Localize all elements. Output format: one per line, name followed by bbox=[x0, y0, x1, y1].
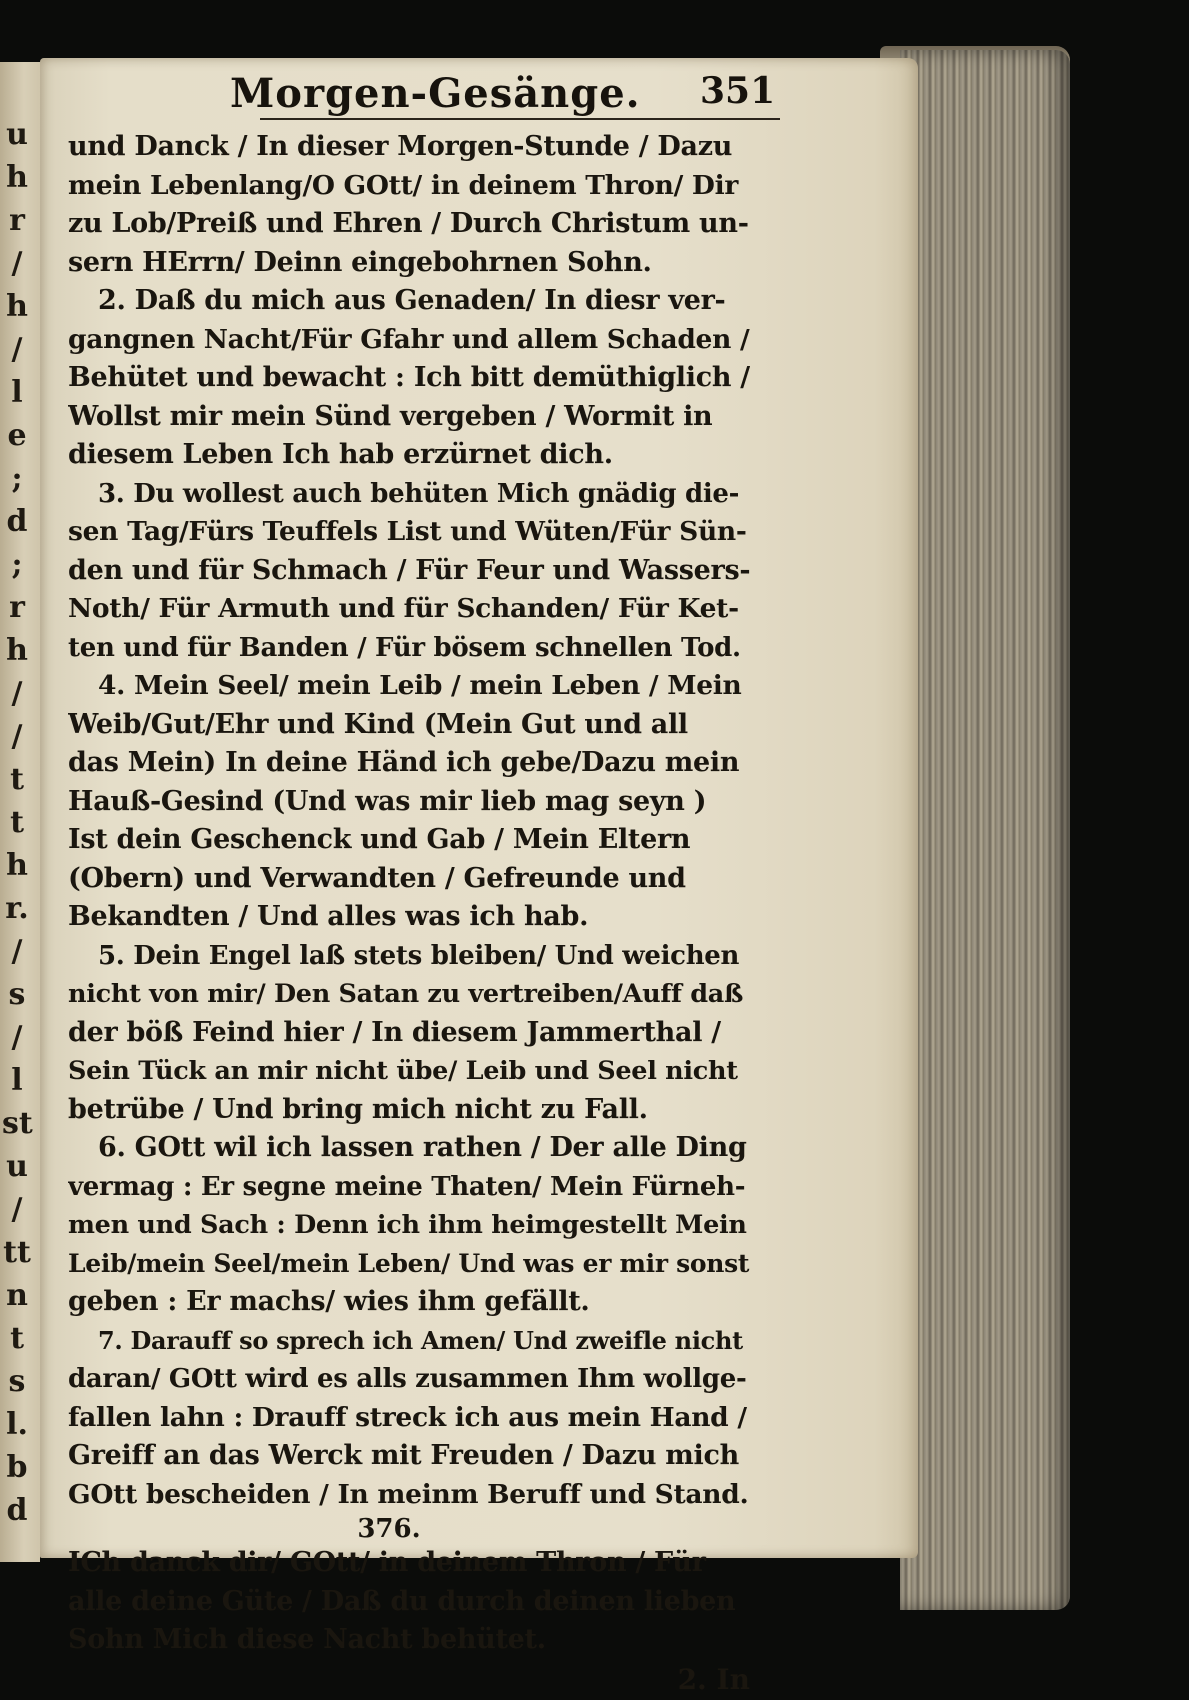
text-line: Bekandten / Und alles was ich hab. bbox=[68, 901, 589, 932]
facing-page-fragment: h bbox=[6, 848, 28, 883]
page-number: 351 bbox=[700, 70, 776, 112]
text-line: 5. Dein Engel laß stets bleiben/ Und weichen bbox=[98, 940, 740, 971]
facing-page-fragment: tt bbox=[3, 1235, 31, 1270]
facing-page-fragment: / bbox=[11, 246, 23, 281]
text-line: und Danck / In dieser Morgen-Stunde / Dazu bbox=[68, 131, 733, 162]
text-line: 3. Du wollest auch behüten Mich gnädig die- bbox=[98, 478, 740, 509]
facing-page-fragment: u bbox=[6, 117, 28, 152]
text-line: zu Lob/Preiß und Ehren / Durch Christum un- bbox=[68, 208, 749, 239]
text-line: sen Tag/Fürs Teuffels List und Wüten/Für Sün- bbox=[68, 516, 747, 547]
text-line: vermag : Er segne meine Thaten/ Mein Fürneh- bbox=[68, 1171, 746, 1202]
verse-6 bbox=[68, 1129, 750, 1322]
text-line: GOtt bescheiden / In meinm Beruff und Stand. bbox=[68, 1478, 749, 1510]
facing-page-fragment: n bbox=[6, 1278, 28, 1313]
facing-page-fragment: h bbox=[6, 633, 28, 668]
text-line: Weib/Gut/Ehr und Kind (Mein Gut und all bbox=[68, 708, 688, 740]
text-line: Sein Tück an mir nicht übe/ Leib und Seel nicht bbox=[68, 1056, 738, 1086]
facing-page-fragment: s bbox=[8, 1364, 26, 1399]
text-line: Behütet und bewacht : Ich bitt demüthiglich / bbox=[68, 362, 750, 393]
text-line: betrübe / Und bring mich nicht zu Fall. bbox=[68, 1093, 648, 1125]
text-line: diesem Leben Ich hab erzürnet dich. bbox=[68, 439, 613, 470]
text-line: Sohn Mich diese Nacht behütet. bbox=[68, 1624, 546, 1655]
text-line: sern HErrn/ Deinn eingebohrnen Sohn. bbox=[68, 246, 652, 278]
facing-page-fragment: ; bbox=[11, 461, 23, 496]
facing-page-fragment: / bbox=[11, 719, 23, 754]
facing-page-fragment: b bbox=[6, 1450, 28, 1485]
text-line: Ist dein Geschenck und Gab / Mein Eltern bbox=[68, 824, 691, 855]
catchword: 2. In bbox=[677, 1662, 750, 1696]
text-line: Noth/ Für Armuth und für Schanden/ Für Ket- bbox=[68, 593, 739, 624]
text-line: men und Sach : Denn ich ihm heimgestellt Mein bbox=[68, 1210, 747, 1240]
facing-page-fragment: / bbox=[11, 1020, 23, 1055]
header-rule bbox=[260, 118, 780, 120]
facing-page-fragment: t bbox=[10, 1321, 24, 1356]
text-line: Greiff an das Werck mit Freuden / Dazu mich bbox=[68, 1440, 739, 1471]
verse-5 bbox=[68, 937, 750, 1130]
facing-page-fragment: t bbox=[10, 762, 24, 797]
facing-page-fragment: r. bbox=[5, 891, 29, 926]
facing-page-fragment: u bbox=[6, 1149, 28, 1184]
facing-page-fragment: d bbox=[6, 504, 28, 539]
facing-page-fragment: l bbox=[11, 1063, 23, 1098]
facing-page-fragment: ; bbox=[11, 547, 23, 582]
facing-page-fragment: r bbox=[9, 590, 25, 625]
facing-page-edge bbox=[0, 62, 40, 1562]
text-line: den und für Schmach / Für Feur und Wassers- bbox=[68, 554, 750, 586]
text-line: alle deine Güte / Daß du durch deinen lieben bbox=[68, 1585, 736, 1617]
facing-page-fragment: t bbox=[10, 805, 24, 840]
facing-page-fragment: s bbox=[8, 977, 26, 1012]
facing-page-fragment: e bbox=[7, 418, 27, 453]
verse-3 bbox=[68, 475, 750, 668]
text-line: Hauß-Gesind (Und was mir lieb mag seyn ) bbox=[68, 785, 707, 817]
text-line: Wollst mir mein Sünd vergeben / Wormit in bbox=[68, 400, 713, 432]
text-line: 4. Mein Seel/ mein Leib / mein Leben / Mein bbox=[98, 670, 742, 701]
text-line: gangnen Nacht/Für Gfahr und allem Schaden / bbox=[68, 323, 750, 355]
facing-page-fragment: h bbox=[6, 160, 28, 195]
text-line: das Mein) In deine Händ ich gebe/Dazu mein bbox=[68, 747, 740, 778]
text-line: Leib/mein Seel/mein Leben/ Und was er mir sonst bbox=[68, 1248, 750, 1278]
text-line: der böß Feind hier / In diesem Jammerthal / bbox=[68, 1016, 721, 1048]
facing-page-fragment: d bbox=[6, 1493, 28, 1528]
text-line: (Obern) und Verwandten / Gefreunde und bbox=[68, 862, 686, 894]
facing-page-fragment: r bbox=[9, 203, 25, 238]
verse-7 bbox=[68, 1322, 750, 1515]
text-line: geben : Er machs/ wies ihm gefällt. bbox=[68, 1286, 590, 1317]
page-stack-edges bbox=[900, 50, 1070, 1610]
text-line: 7. Darauff so sprech ich Amen/ Und zweifle nicht bbox=[98, 1325, 743, 1355]
facing-page-fragment: st bbox=[2, 1106, 33, 1141]
text-line: mein Lebenlang/O GOtt/ in deinem Thron/ Dir bbox=[68, 169, 739, 201]
text-line: ICh danck dir/ GOtt/ in deinem Thron / Für bbox=[68, 1547, 706, 1578]
facing-page-fragment: l. bbox=[6, 1407, 28, 1442]
text-line: 2. Daß du mich aus Genaden/ In diesr ver- bbox=[98, 285, 726, 316]
text-line: 6. GOtt wil ich lassen rathen / Der alle Ding bbox=[98, 1132, 747, 1163]
verse-2 bbox=[68, 282, 750, 475]
hymn-376 bbox=[68, 1544, 750, 1660]
hymn-375-end bbox=[68, 128, 750, 282]
facing-page-fragment: / bbox=[11, 676, 23, 711]
running-title: Morgen-Gesänge. bbox=[230, 70, 641, 117]
running-head bbox=[230, 70, 776, 120]
hymn-number: 376. bbox=[357, 1514, 421, 1544]
facing-page-fragment: / bbox=[11, 934, 23, 969]
facing-page-fragment: / bbox=[11, 332, 23, 367]
facing-page-fragment: h bbox=[6, 289, 28, 324]
verse-4 bbox=[68, 667, 750, 937]
body-text bbox=[68, 128, 750, 1700]
text-line: nicht von mir/ Den Satan zu vertreiben/Auff daß bbox=[68, 979, 744, 1009]
text-line: daran/ GOtt wird es alls zusammen Ihm wollge- bbox=[68, 1364, 747, 1394]
text-line: fallen lahn : Drauff streck ich aus mein Hand / bbox=[68, 1401, 747, 1433]
text-line: ten und für Banden / Für bösem schnellen Tod. bbox=[68, 632, 741, 663]
facing-page-fragment: / bbox=[11, 1192, 23, 1227]
facing-page-fragment: l bbox=[11, 375, 23, 410]
